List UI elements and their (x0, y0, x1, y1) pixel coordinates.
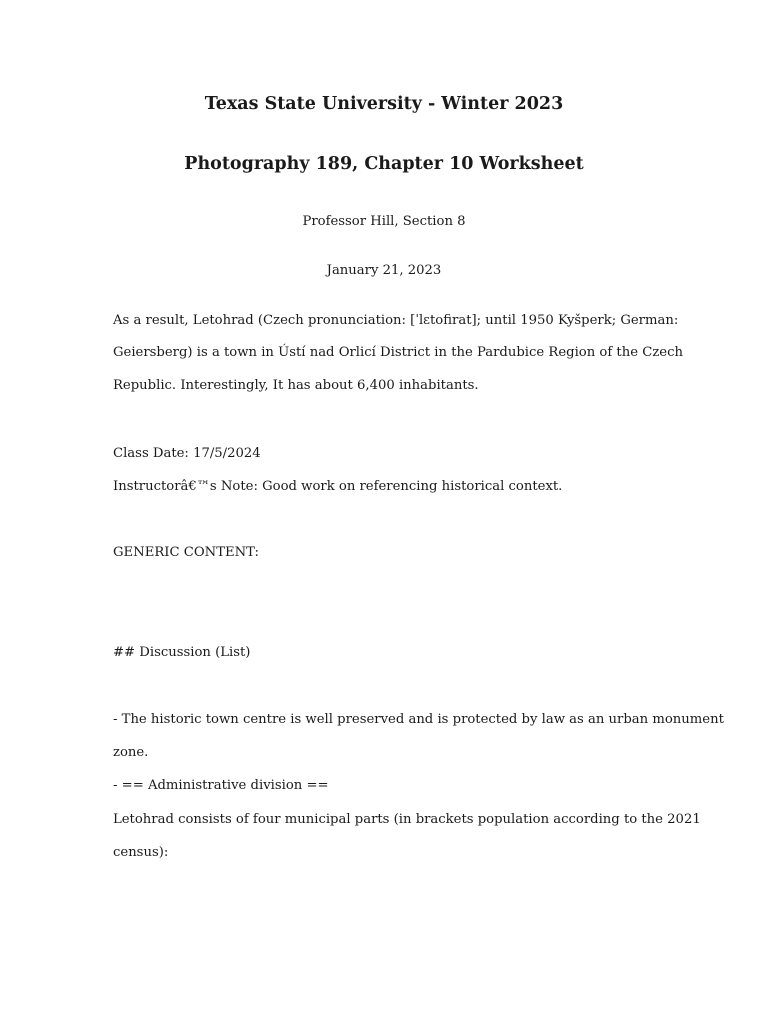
intro-line-3: Republic. Interestingly, It has about 6,400 inhabitants. (113, 378, 479, 393)
list-item: - == Administrative division == (113, 778, 329, 793)
discussion-heading: ## Discussion (List) (113, 645, 251, 660)
municipal-parts-line-1: Letohrad consists of four municipal parts (in brackets population according to the 2021 (113, 812, 701, 827)
class-date: Class Date: 17/5/2024 (113, 446, 261, 461)
generic-content-label: GENERIC CONTENT: (113, 545, 259, 560)
intro-line-2: Geiersberg) is a town in Ústí nad Orlicí District in the Pardubice Region of the Czech (113, 345, 683, 360)
list-item: - The historic town centre is well preserved and is protected by law as an urban monument (113, 712, 724, 727)
list-item-continuation: zone. (113, 745, 149, 760)
university-heading: Texas State University - Winter 2023 (204, 94, 564, 114)
instructor-note: Instructorâ€™s Note: Good work on referencing historical context. (113, 479, 563, 494)
intro-line-1: As a result, Letohrad (Czech pronunciation: [ˈlɛtofirat]; until 1950 Kyšperk; German: (113, 313, 679, 328)
professor-line: Professor Hill, Section 8 (302, 214, 466, 229)
worksheet-title: Photography 189, Chapter 10 Worksheet (184, 154, 584, 174)
municipal-parts-line-2: census): (113, 845, 169, 860)
date-line: January 21, 2023 (326, 263, 442, 278)
